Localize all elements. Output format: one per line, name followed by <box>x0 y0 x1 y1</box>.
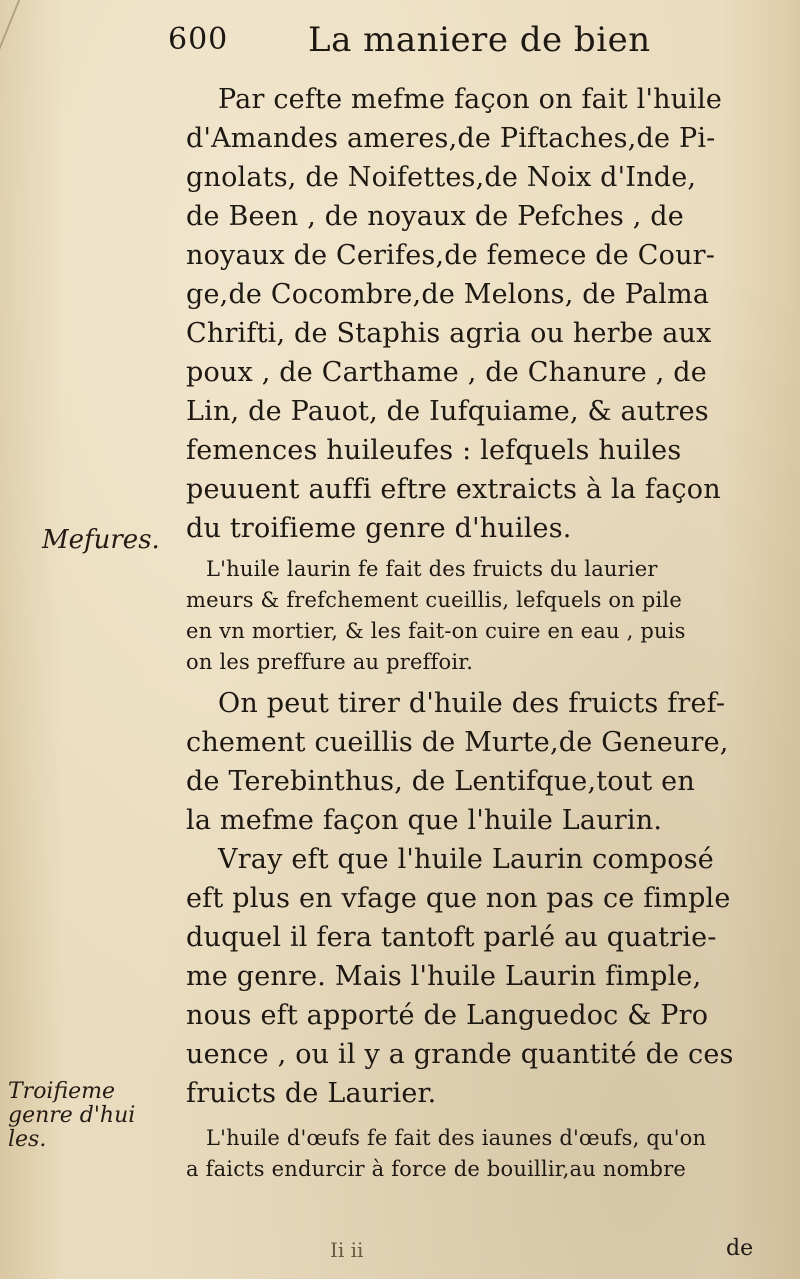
text-line: meurs & frefchement cueillis, lefquels on pile <box>186 588 682 612</box>
paragraph-murte <box>186 684 776 840</box>
paragraph-vray <box>186 840 776 1113</box>
text-line: chement cueillis de Murte,de Geneure, <box>186 727 729 758</box>
margin-note-mesures: Mefures. <box>42 525 160 555</box>
paragraph-laurin <box>186 554 776 678</box>
margin-note-line: genre d'hui <box>8 1103 136 1128</box>
paragraph-oeufs <box>186 1123 776 1185</box>
text-line: peuuent auffi eftre extraicts à la façon <box>186 474 721 505</box>
text-line: poux , de Carthame , de Chanure , de <box>186 357 707 388</box>
signature-mark: Ii ii <box>330 1238 364 1262</box>
page-header <box>0 18 800 68</box>
text-line: On peut tirer d'huile des fruicts fref- <box>218 688 726 719</box>
text-line: on les preffure au preffoir. <box>186 650 474 674</box>
running-title: La maniere de bien <box>308 20 651 60</box>
text-line: a faicts endurcir à force de bouillir,au nombre <box>186 1157 687 1181</box>
text-line: L'huile d'œufs fe fait des iaunes d'œufs, qu'on <box>206 1126 707 1150</box>
margin-note-line: Troifieme <box>8 1079 116 1104</box>
margin-note-troisieme <box>8 1080 188 1152</box>
text-line: Par cefte mefme façon on fait l'huile <box>218 84 723 115</box>
text-line: nous eft apporté de Languedoc & Pro <box>186 1000 709 1031</box>
text-line: de Been , de noyaux de Pefches , de <box>186 201 684 232</box>
text-line: uence , ou il y a grande quantité de ces <box>186 1039 734 1070</box>
text-line: L'huile laurin fe fait des fruicts du laurier <box>206 557 658 581</box>
text-line: Lin, de Pauot, de Iufquiame, & autres <box>186 396 709 427</box>
text-line: la mefme façon que l'huile Laurin. <box>186 805 663 836</box>
text-line: me genre. Mais l'huile Laurin fimple, <box>186 961 702 992</box>
catchword: de <box>726 1236 754 1261</box>
text-line: du troifieme genre d'huiles. <box>186 513 572 544</box>
text-line: d'Amandes ameres,de Piftaches,de Pi- <box>186 123 716 154</box>
text-line: femences huileufes : lefquels huiles <box>186 435 682 466</box>
text-line: eft plus en vfage que non pas ce fimple <box>186 883 731 914</box>
text-line: de Terebinthus, de Lentifque,tout en <box>186 766 695 797</box>
text-line: Chrifti, de Staphis agria ou herbe aux <box>186 318 712 349</box>
body-text <box>186 80 776 1185</box>
page-number: 600 <box>168 22 229 57</box>
text-line: fruicts de Laurier. <box>186 1078 437 1109</box>
paragraph-amandes <box>186 80 776 548</box>
text-line: en vn mortier, & les fait-on cuire en eau , puis <box>186 619 686 643</box>
text-line: gnolats, de Noifettes,de Noix d'Inde, <box>186 162 697 193</box>
text-line: ge,de Cocombre,de Melons, de Palma <box>186 279 710 310</box>
text-line: noyaux de Cerifes,de femece de Cour- <box>186 240 716 271</box>
margin-note-line: les. <box>8 1127 47 1152</box>
text-line: Vray eft que l'huile Laurin composé <box>218 844 714 875</box>
text-line: duquel il fera tantoft parlé au quatrie- <box>186 922 717 953</box>
